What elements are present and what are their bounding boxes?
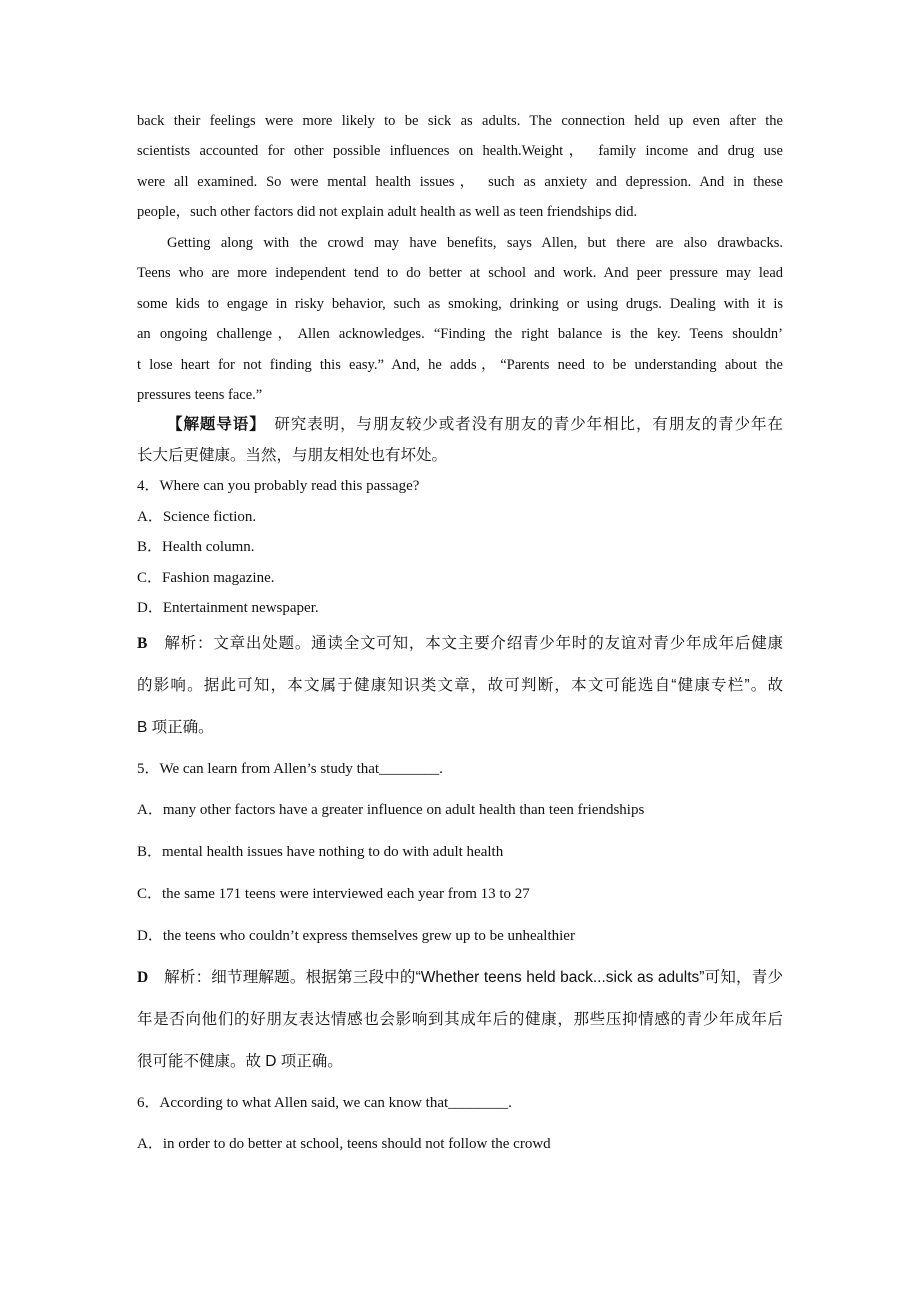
passage-line: scientists accounted for other possible influences on health.Weight， family income and drug use — [137, 143, 783, 160]
guide-note-line — [137, 410, 783, 440]
passage-line: were all examined. So were mental health issues， such as anxiety and depression. And in these — [137, 173, 783, 190]
question-4-option-c: C．Fashion magazine. — [137, 569, 275, 586]
passage-line: Getting along with the crowd may have benefits, says Allen, but there are also drawbacks. — [167, 234, 783, 251]
passage-line: t lose heart for not finding this easy.” And, he adds，“Parents need to be understanding about the — [137, 356, 783, 373]
passage-line: Teens who are more independent tend to do better at school and work. And peer pressure may lead — [137, 265, 783, 282]
question-4-stem: 4．Where can you probably read this passage? — [137, 478, 420, 495]
guide-note-line: 长大后更健康。当然，与朋友相处也有坏处。 — [137, 446, 448, 464]
answer-5-letter: D — [137, 969, 149, 987]
question-4-option-b: B．Health column. — [137, 539, 255, 556]
question-6-option-a: A．in order to do better at school, teens should not follow the crowd — [137, 1136, 551, 1153]
answer-4-line — [137, 623, 783, 665]
question-5-option-b: B．mental health issues have nothing to do with adult health — [137, 844, 504, 861]
question-5-stem: 5．We can learn from Allen’s study that________. — [137, 760, 443, 777]
passage-line: pressures teens face.” — [137, 386, 263, 403]
question-4-option-d: D．Entertainment newspaper. — [137, 600, 319, 616]
passage-line: back their feelings were more likely to be sick as adults. The connection held up even after the — [137, 113, 783, 129]
passage-line: people，such other factors did not explain adult health as well as teen friendships did. — [137, 204, 638, 221]
answer-4-line: 的影响。据此可知，本文属于健康知识类文章，故可判断，本文可能选自“健康专栏”。故 — [137, 677, 783, 695]
passage-line: some kids to engage in risky behavior, such as smoking, drinking or using drugs. Dealing with it is — [137, 295, 783, 312]
answer-5-text: 解析：细节理解题。根据第三段中的“Whether teens held back...sick as adults”可知，青少 — [148, 969, 783, 987]
passage-line: an ongoing challenge，Allen acknowledges. “Finding the right balance is the key. Teens shouldn’ — [137, 326, 783, 343]
question-5-option-c: C．the same 171 teens were interviewed each year from 13 to 27 — [137, 885, 530, 902]
answer-5-line — [137, 957, 783, 999]
answer-4-line: B 项正确。 — [137, 718, 214, 736]
guide-label: 【解题导语】 — [167, 416, 258, 434]
document-content — [137, 106, 783, 1166]
question-6-stem: 6．According to what Allen said, we can know that________. — [137, 1094, 512, 1111]
answer-4-letter: B — [137, 635, 148, 653]
question-4-option-a: A．Science fiction. — [137, 508, 257, 525]
question-5-option-d: D．the teens who couldn’t express themselves grew up to be unhealthier — [137, 927, 575, 944]
answer-4-text: 解析：文章出处题。通读全文可知，本文主要介绍青少年时的友谊对青少年成年后健康 — [147, 635, 783, 653]
answer-5-line: 很可能不健康。故 D 项正确。 — [137, 1052, 343, 1070]
section-answers-q5-q6 — [137, 623, 783, 1166]
answer-5-line: 年是否向他们的好朋友表达情感也会影响到其成年后的健康，那些压抑情感的青少年成年后 — [137, 1011, 783, 1029]
question-5-option-a: A．many other factors have a greater influence on adult health than teen friendships — [137, 802, 645, 819]
guide-text: 研究表明，与朋友较少或者没有朋友的青少年相比，有朋友的青少年在 — [257, 416, 783, 434]
section-passage-and-q4 — [137, 106, 783, 623]
